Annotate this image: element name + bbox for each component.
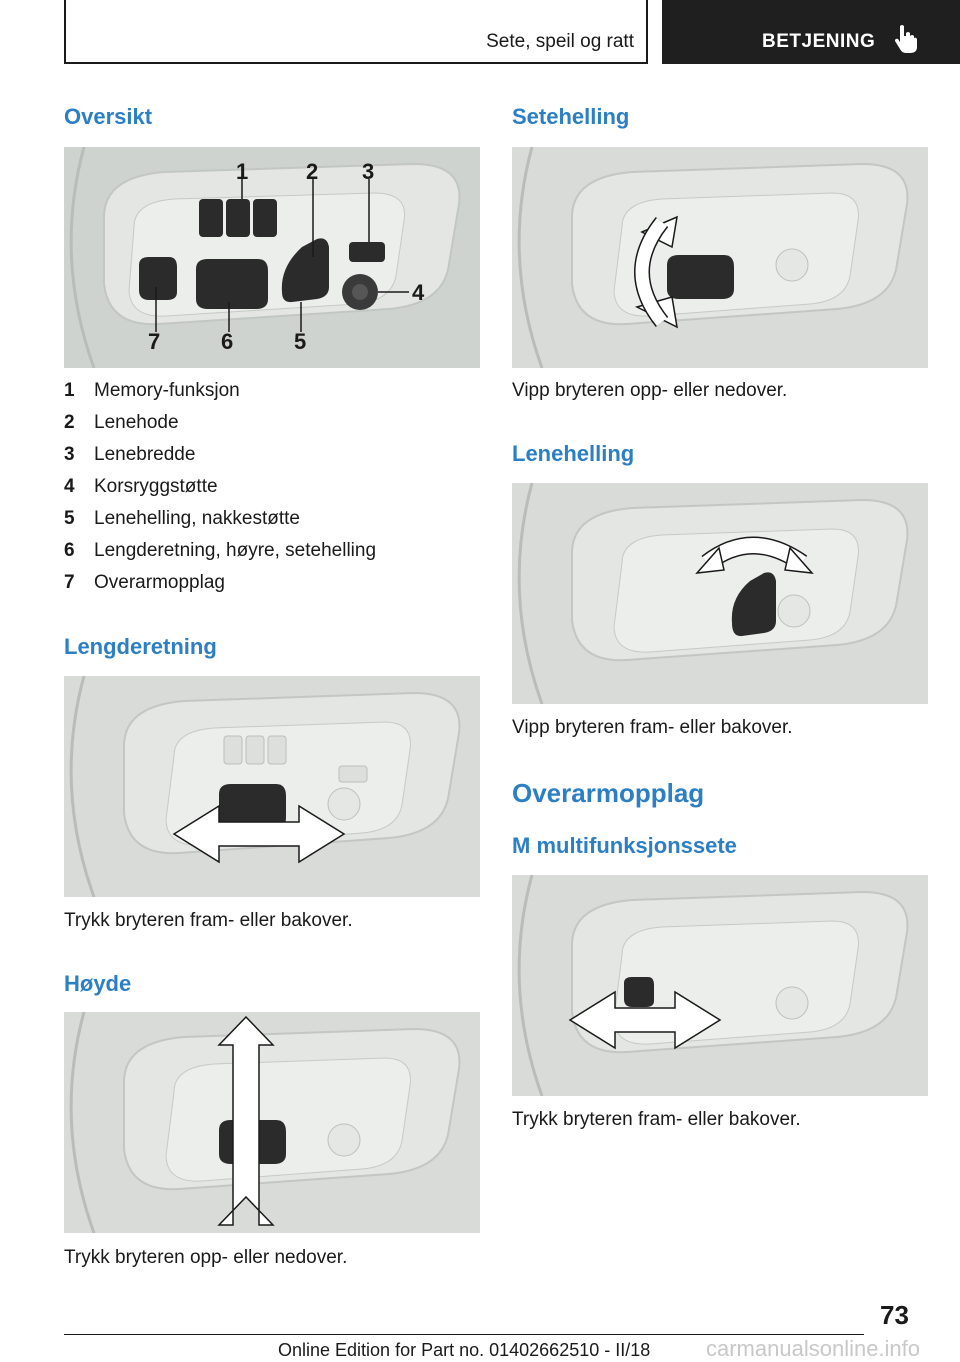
callout-7: 7 (148, 329, 161, 354)
callout-2: 2 (306, 159, 319, 184)
text-lenehelling: Vipp bryteren fram- eller bakover. (512, 717, 793, 738)
callout-1: 1 (236, 159, 249, 184)
figure-lenehelling (512, 483, 928, 704)
header-chapter-bar (662, 0, 960, 64)
header-section-box (64, 0, 648, 64)
figure-multifunksjonssete (512, 875, 928, 1096)
legend-item: 1 Memory-funksjon (64, 380, 240, 401)
hand-pointer-icon (894, 24, 920, 54)
legend-item: 3 Lenebredde (64, 444, 196, 465)
legend-item: 5 Lenehelling, nakkestøtte (64, 508, 300, 529)
heading-oversikt: Oversikt (64, 104, 153, 129)
heading-lenehelling: Lenehelling (512, 441, 635, 466)
text-hoyde: Trykk bryteren opp- eller nedover. (64, 1247, 348, 1268)
heading-m-multifunksjonssete: M multifunksjonssete (512, 833, 737, 858)
footer-rule (64, 1334, 864, 1335)
callout-6: 6 (221, 329, 234, 354)
callout-3: 3 (362, 159, 375, 184)
figure-lengderetning (64, 676, 480, 897)
text-multifunksjonssete: Trykk bryteren fram- eller bakover. (512, 1109, 801, 1130)
overview-legend (64, 380, 484, 604)
footer-edition: Online Edition for Part no. 01402662510 - II/18 (278, 1340, 651, 1360)
header-chapter-title: BETJENING (762, 31, 876, 52)
watermark: carmanualsonline.info (706, 1336, 921, 1361)
text-lengderetning: Trykk bryteren fram- eller bakover. (64, 910, 353, 931)
legend-item: 4 Korsryggstøtte (64, 476, 218, 497)
legend-item: 2 Lenehode (64, 412, 179, 433)
figure-setehelling (512, 147, 928, 368)
heading-overarmopplag: Overarmopplag (512, 778, 705, 808)
figure-overview (64, 147, 480, 368)
heading-hoyde: Høyde (64, 971, 132, 996)
header-section-title: Sete, speil og ratt (486, 31, 634, 52)
text-setehelling: Vipp bryteren opp- eller nedover. (512, 380, 788, 401)
legend-item: 7 Overarmopplag (64, 572, 225, 593)
callout-5: 5 (294, 329, 307, 354)
heading-setehelling: Setehelling (512, 104, 630, 129)
page-number: 73 (880, 1300, 909, 1330)
heading-lengderetning: Lengderetning (64, 634, 217, 659)
figure-hoyde (64, 1012, 480, 1233)
legend-item: 6 Lengderetning, høyre, setehelling (64, 540, 377, 561)
callout-4: 4 (412, 280, 425, 305)
